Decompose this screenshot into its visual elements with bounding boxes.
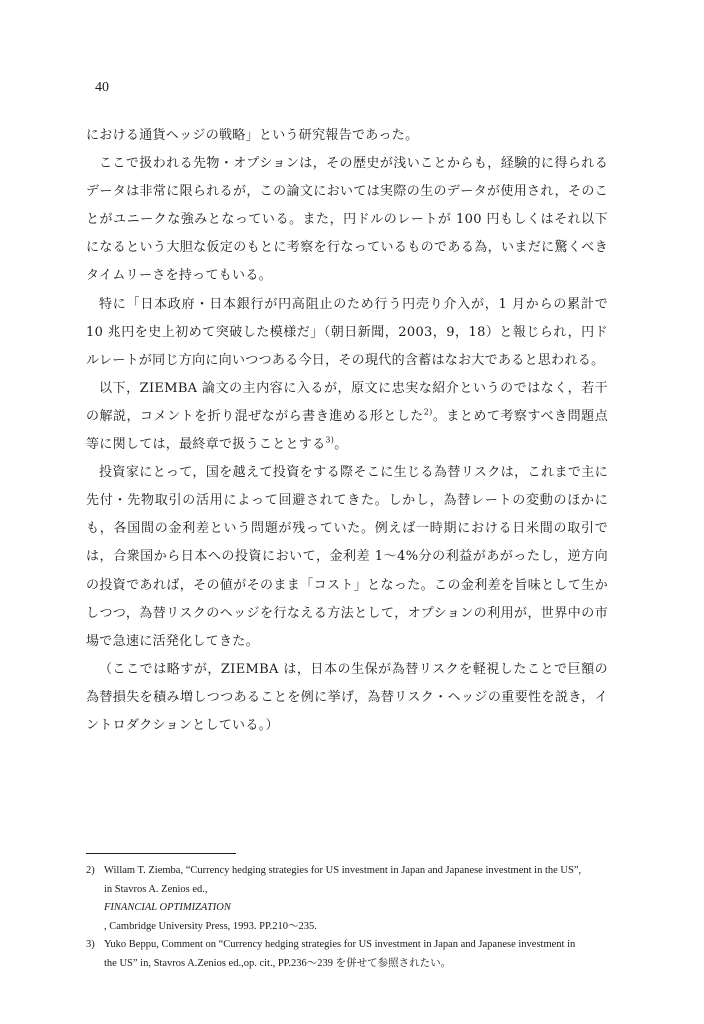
paragraph-1: における通貨ヘッジの戦略」という研究報告であった。 (86, 128, 419, 143)
page-number: 40 (95, 80, 109, 95)
footnote-3 (86, 936, 608, 973)
paragraph-6: （ここでは略すが，ZIEMBA は，日本の生保が為替リスクを軽視したことで巨額の為替損失を積み増しつつあることを例に挙げ，為替リスク・ヘッジの重要性を説き，イントロダクションとしている。） (86, 661, 608, 733)
paragraph-5: 投資家にとって，国を越えて投資をする際そこに生じる為替リスクは，これまで主に先付・先物取引の活用によって回避されてきた。しかし，為替レートの変動のほかにも，各国間の金利差という問題が残っていた。例えば一時期における日米間の取引では，合衆国から日本への投資において，金利差 1～4%分の利益があがったし，逆方向の投資であれば，その値がそのまま「コスト」となった。この金利差を旨味として生かしつつ，為替リスクのヘッジを行なえる方法として，オプションの利用が，世界中の市場で急速に活発化してきた。 (86, 465, 608, 649)
paragraph-4-text-b: 。まとめて考察すべき問題点等に関しては，最終章で扱うこととする (86, 408, 608, 453)
footnote-ref-3[interactable]: 3) (325, 435, 335, 445)
footnote-text: in Stavros A. Zenios ed., (104, 883, 208, 895)
footnote-number: 2) (86, 865, 95, 876)
paragraph-2: ここで扱われる先物・オプションは，その歴史が浅いことからも，経験的に得られるデータは非常に限られるが，この論文においては実際の生のデータが使用され，そのことがユニークな強みとなっている。また，円ドルのレートが 100 円もしくはそれ以下になるという大胆な仮定のもとに考察を行なっているものである為，いまだに驚くべきタイムリーさを持ってもいる。 (86, 156, 608, 284)
paragraph-3: 特に「日本政府・日本銀行が円高阻止のため行う円売り介入が，1 月からの累計で 10 兆円を史上初めて突破した模様だ」（朝日新聞，2003，9，18）と報じられ，円ドルレートが同じ方向に向いつつある今日，その現代的含蓄はなお大であると思われる。 (86, 296, 608, 368)
footnote-line: Willam T. Ziemba, “Currency hedging strategies for US investment in Japan and Japanese investment in the US”, (104, 865, 582, 876)
footnote-2 (86, 862, 608, 936)
paragraph-4-text-c: 。 (334, 437, 348, 453)
paragraph-4-text-a: 以下，ZIEMBA 論文の主内容に入るが，原文に忠実な紹介というのではなく，若干の解説，コメントを折り混ぜながら書き進める形とした (86, 380, 608, 424)
footnote-body (104, 862, 608, 936)
footnote-ref-2[interactable]: 2) (423, 407, 433, 417)
footnote-number: 3) (86, 939, 95, 950)
body-text (86, 122, 608, 740)
paragraph-4 (86, 375, 608, 459)
footnote-line: Yuko Beppu, Comment on “Currency hedging strategies for US investment in Japan and Japanese investment in (104, 939, 576, 950)
footnote-body (104, 936, 608, 973)
footnote-text: , Cambridge University Press, 1993. PP.210～235. (104, 920, 317, 932)
footnote-line: the US” in, Stavros A.Zenios ed.,op. cit., PP.236～239 を併せて参照されたい。 (104, 957, 452, 969)
footnotes (86, 862, 608, 973)
footnote-divider (86, 853, 236, 854)
footnote-book-title: FINANCIAL OPTIMIZATION (104, 902, 231, 913)
footnote-line (104, 881, 608, 937)
